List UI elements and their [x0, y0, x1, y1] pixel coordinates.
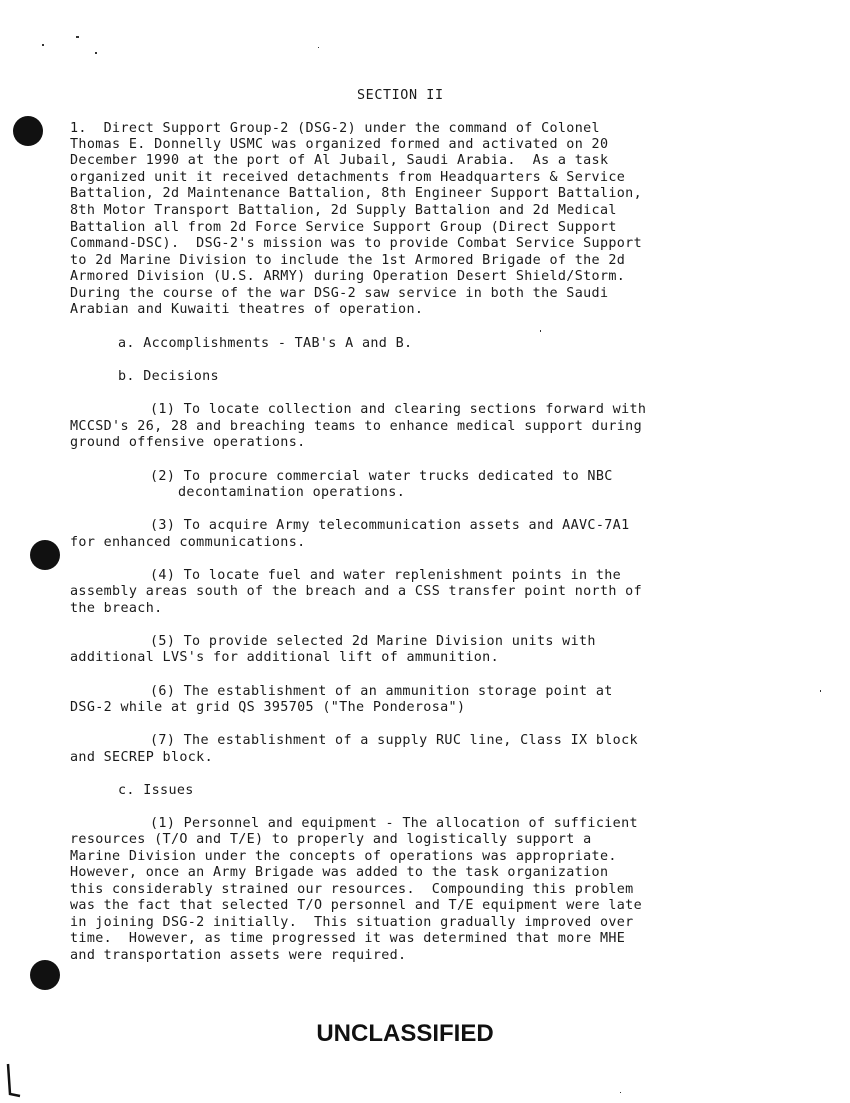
decision-line: (1) To locate collection and clearing sections forward with — [150, 402, 647, 417]
punch-hole-middle — [30, 540, 60, 570]
paragraph-line: organized unit it received detachments from Headquarters & Service — [70, 170, 626, 185]
decision-line: assembly areas south of the breach and a CSS transfer point north of — [70, 584, 643, 599]
issue-line: Marine Division under the concepts of operations was appropriate. — [70, 849, 617, 864]
scan-speck — [620, 1092, 621, 1093]
paragraph-line: December 1990 at the port of Al Jubail, Saudi Arabia. As a task — [70, 153, 609, 168]
issue-line: and transportation assets were required. — [70, 948, 407, 963]
corner-scan-mark — [4, 1062, 24, 1098]
decision-line: DSG-2 while at grid QS 395705 ("The Ponderosa") — [70, 700, 466, 715]
decision-line: for enhanced communications. — [70, 535, 306, 550]
punch-hole-top — [13, 116, 43, 146]
scan-speck — [42, 44, 44, 46]
decision-line: ground offensive operations. — [70, 435, 306, 450]
scan-speck — [76, 36, 79, 38]
issue-line: (1) Personnel and equipment - The allocation of sufficient — [150, 816, 638, 831]
paragraph-line: Command-DSC). DSG-2's mission was to provide Combat Service Support — [70, 236, 643, 251]
decision-line: (4) To locate fuel and water replenishment points in the — [150, 568, 622, 583]
scan-speck — [95, 52, 97, 54]
issue-line: in joining DSG-2 initially. This situation gradually improved over — [70, 915, 634, 930]
punch-hole-bottom — [30, 960, 60, 990]
decision-line: decontamination operations. — [178, 485, 406, 500]
issue-line: resources (T/O and T/E) to properly and logistically support a — [70, 832, 592, 847]
issue-line: time. However, as time progressed it was determined that more MHE — [70, 931, 626, 946]
paragraph-line: Arabian and Kuwaiti theatres of operation. — [70, 302, 424, 317]
decision-line: the breach. — [70, 601, 163, 616]
issue-line: this considerably strained our resources. Compounding this problem — [70, 882, 634, 897]
subsection-c-heading: c. Issues — [118, 783, 194, 798]
decision-line: and SECREP block. — [70, 750, 214, 765]
issue-line: was the fact that selected T/O personnel and T/E equipment were late — [70, 898, 643, 913]
paragraph-line: Battalion, 2d Maintenance Battalion, 8th Engineer Support Battalion, — [70, 186, 643, 201]
scan-speck — [820, 690, 821, 692]
decision-line: (5) To provide selected 2d Marine Division units with — [150, 634, 596, 649]
decision-line: additional LVS's for additional lift of ammunition. — [70, 650, 500, 665]
paragraph-line: Armored Division (U.S. ARMY) during Operation Desert Shield/Storm. — [70, 269, 626, 284]
classification-marking: UNCLASSIFIED — [316, 1020, 494, 1047]
subsection-a-heading: a. Accomplishments - TAB's A and B. — [118, 336, 413, 351]
issue-line: However, once an Army Brigade was added to the task organization — [70, 865, 609, 880]
paragraph-line: During the course of the war DSG-2 saw service in both the Saudi — [70, 286, 609, 301]
decision-line: (2) To procure commercial water trucks dedicated to NBC — [150, 469, 613, 484]
paragraph-line: 1. Direct Support Group-2 (DSG-2) under the command of Colonel — [70, 121, 600, 136]
decision-line: (3) To acquire Army telecommunication assets and AAVC-7A1 — [150, 518, 630, 533]
paragraph-line: 8th Motor Transport Battalion, 2d Supply Battalion and 2d Medical — [70, 203, 617, 218]
paragraph-line: Thomas E. Donnelly USMC was organized formed and activated on 20 — [70, 137, 609, 152]
decision-line: (7) The establishment of a supply RUC line, Class IX block — [150, 733, 638, 748]
scan-speck — [540, 330, 541, 332]
decision-line: (6) The establishment of an ammunition storage point at — [150, 684, 613, 699]
paragraph-line: to 2d Marine Division to include the 1st Armored Brigade of the 2d — [70, 253, 626, 268]
subsection-b-heading: b. Decisions — [118, 369, 219, 384]
section-title: SECTION II — [357, 88, 444, 103]
scan-speck — [318, 47, 319, 48]
decision-line: MCCSD's 26, 28 and breaching teams to enhance medical support during — [70, 419, 643, 434]
paragraph-line: Battalion all from 2d Force Service Support Group (Direct Support — [70, 220, 617, 235]
